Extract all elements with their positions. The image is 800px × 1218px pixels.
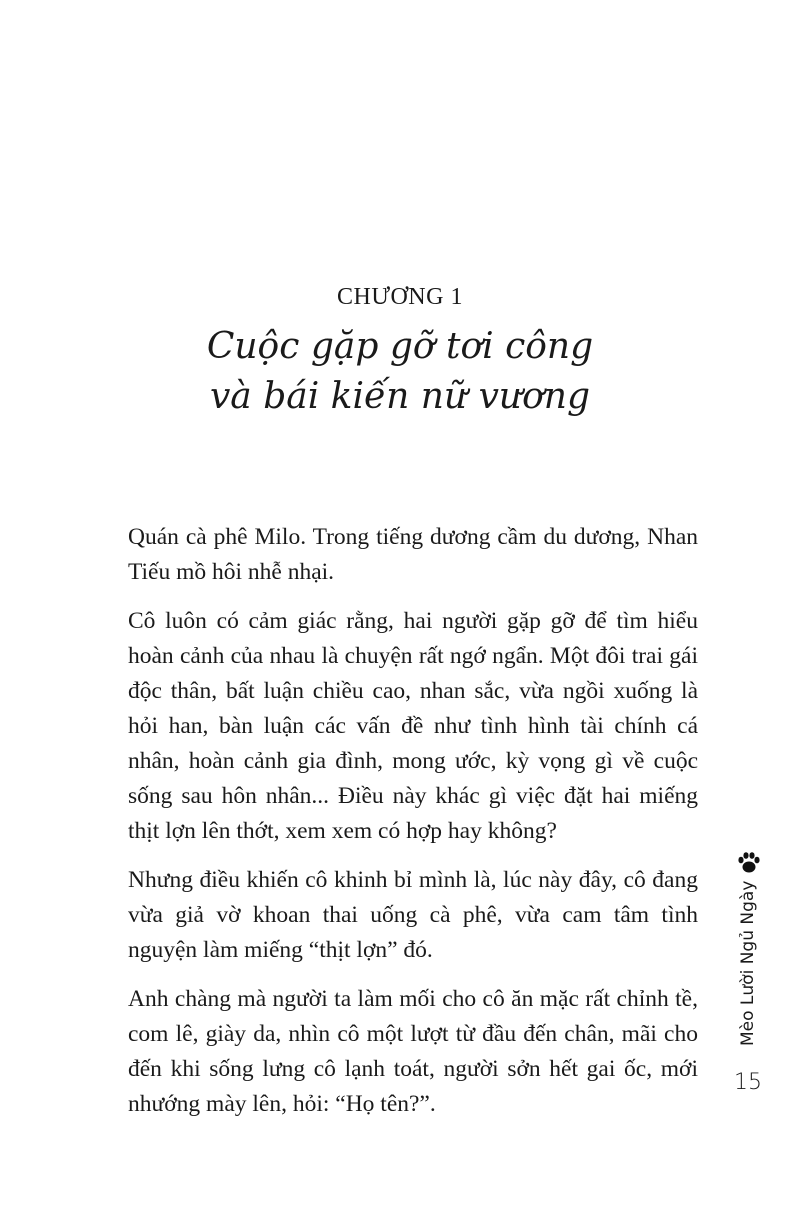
chapter-label: CHƯƠNG 1 [337,284,463,310]
side-brand [732,850,772,1050]
body-text [128,520,698,1136]
paw-icon [736,850,762,876]
page-number: 15 [734,1070,762,1095]
paragraph: Nhưng điều khiến cô khinh bỉ mình là, lúc này đây, cô đang vừa giả vờ khoan thai uống cà phê, vừa cam tâm tình nguyện làm miếng “thịt lợn” đó. [128,867,698,963]
paragraph: Quán cà phê Milo. Trong tiếng dương cầm du dương, Nhan Tiếu mồ hôi nhễ nhại. [128,524,698,585]
book-title-vertical: Mèo Lười Ngủ Ngày [738,880,758,1046]
paragraph: Anh chàng mà người ta làm mối cho cô ăn mặc rất chỉnh tề, com lê, giày da, nhìn cô một lượt từ đầu đến chân, mãi cho đến khi sống lưng cô lạnh toát, người sởn hết gai ốc, mới nhướng mày lên, hỏi: “Họ tên?”. [128,986,698,1117]
chapter-title-line-1: Cuộc gặp gỡ tơi công [206,326,594,367]
chapter-title-line-2: và bái kiến nữ vương [209,376,591,417]
paragraph: Cô luôn có cảm giác rằng, hai người gặp gỡ để tìm hiểu hoàn cảnh của nhau là chuyện rất ngớ ngẩn. Một đôi trai gái độc thân, bất luận chiều cao, nhan sắc, vừa ngồi xuống là hỏi han, bàn luận các vấn đề như tình hình tài chính cá nhân, hoàn cảnh gia đình, mong ước, kỳ vọng gì về cuộc sống sau hôn nhân... Điều này khác gì việc đặt hai miếng thịt lợn lên thớt, xem xem có hợp hay không? [128,608,698,844]
chapter-title [0,322,800,422]
